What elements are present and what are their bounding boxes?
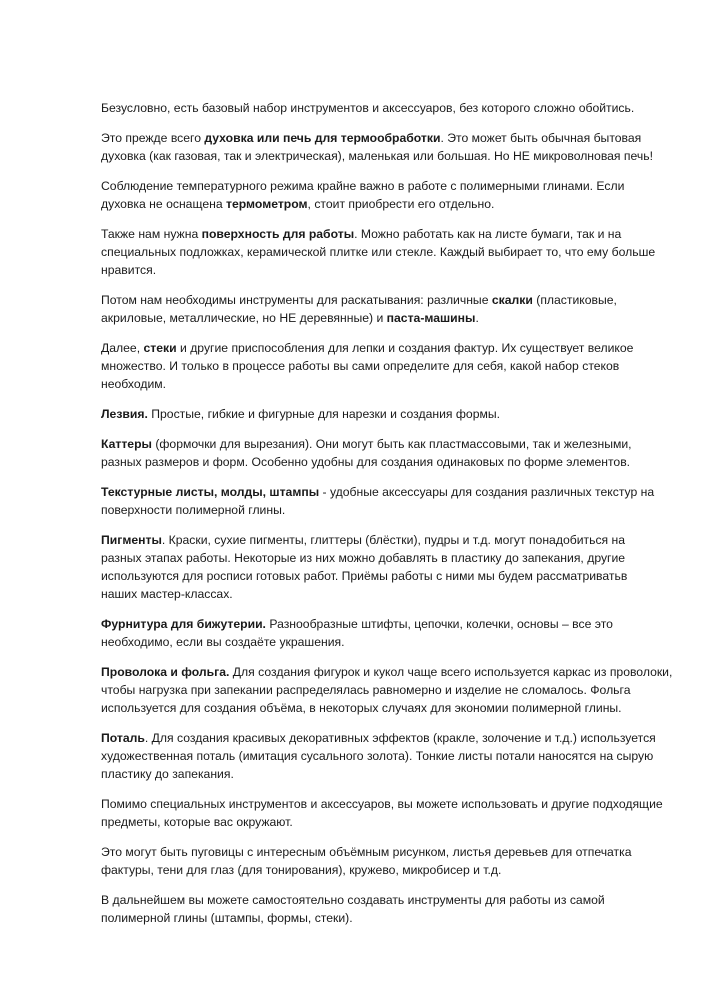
paragraph bbox=[101, 291, 681, 327]
text-line bbox=[101, 357, 681, 375]
text-run: необходим. bbox=[101, 377, 167, 391]
text-line bbox=[101, 99, 681, 117]
text-run: предметы, которые вас окружают. bbox=[101, 815, 293, 829]
paragraph bbox=[101, 177, 681, 213]
text-line bbox=[101, 747, 681, 765]
paragraph bbox=[101, 225, 681, 279]
bold-term: Фурнитура для бижутерии. bbox=[101, 617, 266, 631]
text-run: специальных подложках, керамической плитке или стекле. Каждый выбирает то, что ему больше bbox=[101, 245, 656, 259]
text-line bbox=[101, 501, 681, 519]
text-run: - удобные аксессуары для создания различных текстур на bbox=[319, 485, 655, 499]
paragraph bbox=[101, 729, 681, 783]
text-run: Это могут быть пуговицы с интересным объёмным рисунком, листья деревьев для отпечатка bbox=[101, 845, 632, 859]
paragraph bbox=[101, 405, 681, 423]
text-run: художественная поталь (имитация сусального золота). Тонкие листы потали наносятся на сырую bbox=[101, 749, 654, 763]
text-line bbox=[101, 615, 681, 633]
paragraph bbox=[101, 531, 681, 603]
text-line bbox=[101, 567, 681, 585]
text-line bbox=[101, 225, 681, 243]
text-line bbox=[101, 195, 681, 213]
text-run: чтобы нагрузка при запекании распределялась равномерно и изделие не сломалось. Фольга bbox=[101, 683, 631, 697]
text-line bbox=[101, 549, 681, 567]
text-line bbox=[101, 729, 681, 747]
text-run: и другие приспособления для лепки и создания фактур. Их существует великое bbox=[176, 341, 634, 355]
paragraph bbox=[101, 663, 681, 717]
text-run: фактуры, тени для глаз (для тонирования), кружево, микробисер и т.д. bbox=[101, 863, 502, 877]
text-run: В дальнейшем вы можете самостоятельно создавать инструменты для работы из самой bbox=[101, 893, 605, 907]
document-page bbox=[101, 99, 681, 939]
text-line bbox=[101, 339, 681, 357]
text-run: необходимо, если вы создаёте украшения. bbox=[101, 635, 345, 649]
text-run: разных этапах работы. Некоторые из них можно добавлять в пластику до запекания, другие bbox=[101, 551, 626, 565]
text-line bbox=[101, 453, 681, 471]
text-run: полимерной глины (штампы, формы, стеки). bbox=[101, 911, 353, 925]
text-line bbox=[101, 663, 681, 681]
text-run: Соблюдение температурного режима крайне важно в работе с полимерными глинами. Если bbox=[101, 179, 625, 193]
paragraph bbox=[101, 435, 681, 471]
text-line bbox=[101, 681, 681, 699]
paragraph bbox=[101, 99, 681, 117]
text-line bbox=[101, 585, 681, 603]
text-run: нравится. bbox=[101, 263, 157, 277]
text-run: используются для росписи готовых работ. Приёмы работы с ними мы будем рассматриватьв bbox=[101, 569, 628, 583]
text-run: Далее, bbox=[101, 341, 144, 355]
text-run: духовка (как газовая, так и электрическая), маленькая или большая. Но НЕ микроволновая печь! bbox=[101, 149, 653, 163]
text-line bbox=[101, 699, 681, 717]
bold-term: скалки bbox=[491, 293, 533, 307]
paragraph bbox=[101, 843, 681, 879]
paragraph bbox=[101, 483, 681, 519]
bold-term: паста-машины bbox=[386, 311, 476, 325]
bold-term: Поталь bbox=[101, 731, 145, 745]
bold-term: Проволока и фольга. bbox=[101, 665, 230, 679]
text-run: . Краски, сухие пигменты, глиттеры (блёстки), пудры и т.д. могут понадобиться на bbox=[161, 533, 626, 547]
bold-term: стеки bbox=[143, 341, 177, 355]
text-line bbox=[101, 435, 681, 453]
text-run: наших мастер-классах. bbox=[101, 587, 233, 601]
bold-term: Лезвия. bbox=[101, 407, 148, 421]
text-run: . Это может быть обычная бытовая bbox=[440, 131, 642, 145]
text-run: Для создания фигурок и кукол чаще всего используется каркас из проволоки, bbox=[229, 665, 673, 679]
text-line bbox=[101, 405, 681, 423]
bold-term: духовка или печь для термообработки bbox=[204, 131, 441, 145]
text-run: Безусловно, есть базовый набор инструментов и аксессуаров, без которого сложно обойтись. bbox=[101, 101, 635, 115]
paragraph bbox=[101, 891, 681, 927]
text-run: (формочки для вырезания). Они могут быть как пластмассовыми, так и железными, bbox=[151, 437, 632, 451]
text-line bbox=[101, 843, 681, 861]
text-line bbox=[101, 765, 681, 783]
bold-term: термометром bbox=[226, 197, 308, 211]
text-run: пластику до запекания. bbox=[101, 767, 234, 781]
bold-term: Каттеры bbox=[101, 437, 152, 451]
bold-term: поверхность для работы bbox=[201, 227, 355, 241]
text-run: множество. И только в процессе работы вы сами определите для себя, какой набор стеков bbox=[101, 359, 620, 373]
paragraph bbox=[101, 615, 681, 651]
text-line bbox=[101, 375, 681, 393]
text-run: Разнообразные штифты, цепочки, колечки, основы – все это bbox=[265, 617, 613, 631]
text-run: . bbox=[475, 311, 479, 325]
text-run: духовка не оснащена bbox=[101, 197, 227, 211]
bold-term: Текстурные листы, молды, штампы bbox=[101, 485, 320, 499]
text-line bbox=[101, 147, 681, 165]
text-run: (пластиковые, bbox=[532, 293, 617, 307]
text-run: . Можно работать как на листе бумаги, так и на bbox=[354, 227, 622, 241]
text-line bbox=[101, 177, 681, 195]
text-line bbox=[101, 309, 681, 327]
paragraph bbox=[101, 339, 681, 393]
text-run: поверхности полимерной глины. bbox=[101, 503, 286, 517]
text-run: разных размеров и форм. Особенно удобны для создания одинаковых по форме элементов. bbox=[101, 455, 631, 469]
text-run: Помимо специальных инструментов и аксессуаров, вы можете использовать и другие подходящие bbox=[101, 797, 663, 811]
text-run: . Для создания красивых декоративных эффектов (кракле, золочение и т.д.) используется bbox=[144, 731, 656, 745]
text-line bbox=[101, 891, 681, 909]
text-line bbox=[101, 291, 681, 309]
text-line bbox=[101, 243, 681, 261]
text-line bbox=[101, 261, 681, 279]
text-run: используется для создания объёма, в некоторых случаях для экономии полимерной глины. bbox=[101, 701, 622, 715]
text-line bbox=[101, 483, 681, 501]
text-run: акриловые, металлические, но НЕ деревянные) и bbox=[101, 311, 387, 325]
text-run: , стоит приобрести его отдельно. bbox=[307, 197, 495, 211]
text-run: Также нам нужна bbox=[101, 227, 202, 241]
text-line bbox=[101, 795, 681, 813]
text-line bbox=[101, 633, 681, 651]
paragraph bbox=[101, 795, 681, 831]
text-line bbox=[101, 129, 681, 147]
text-line bbox=[101, 813, 681, 831]
paragraph bbox=[101, 129, 681, 165]
text-run: Простые, гибкие и фигурные для нарезки и создания формы. bbox=[147, 407, 500, 421]
text-line bbox=[101, 909, 681, 927]
text-line bbox=[101, 861, 681, 879]
text-line bbox=[101, 531, 681, 549]
text-run: Потом нам необходимы инструменты для раскатывания: различные bbox=[101, 293, 492, 307]
text-run: Это прежде всего bbox=[101, 131, 205, 145]
bold-term: Пигменты bbox=[101, 533, 162, 547]
